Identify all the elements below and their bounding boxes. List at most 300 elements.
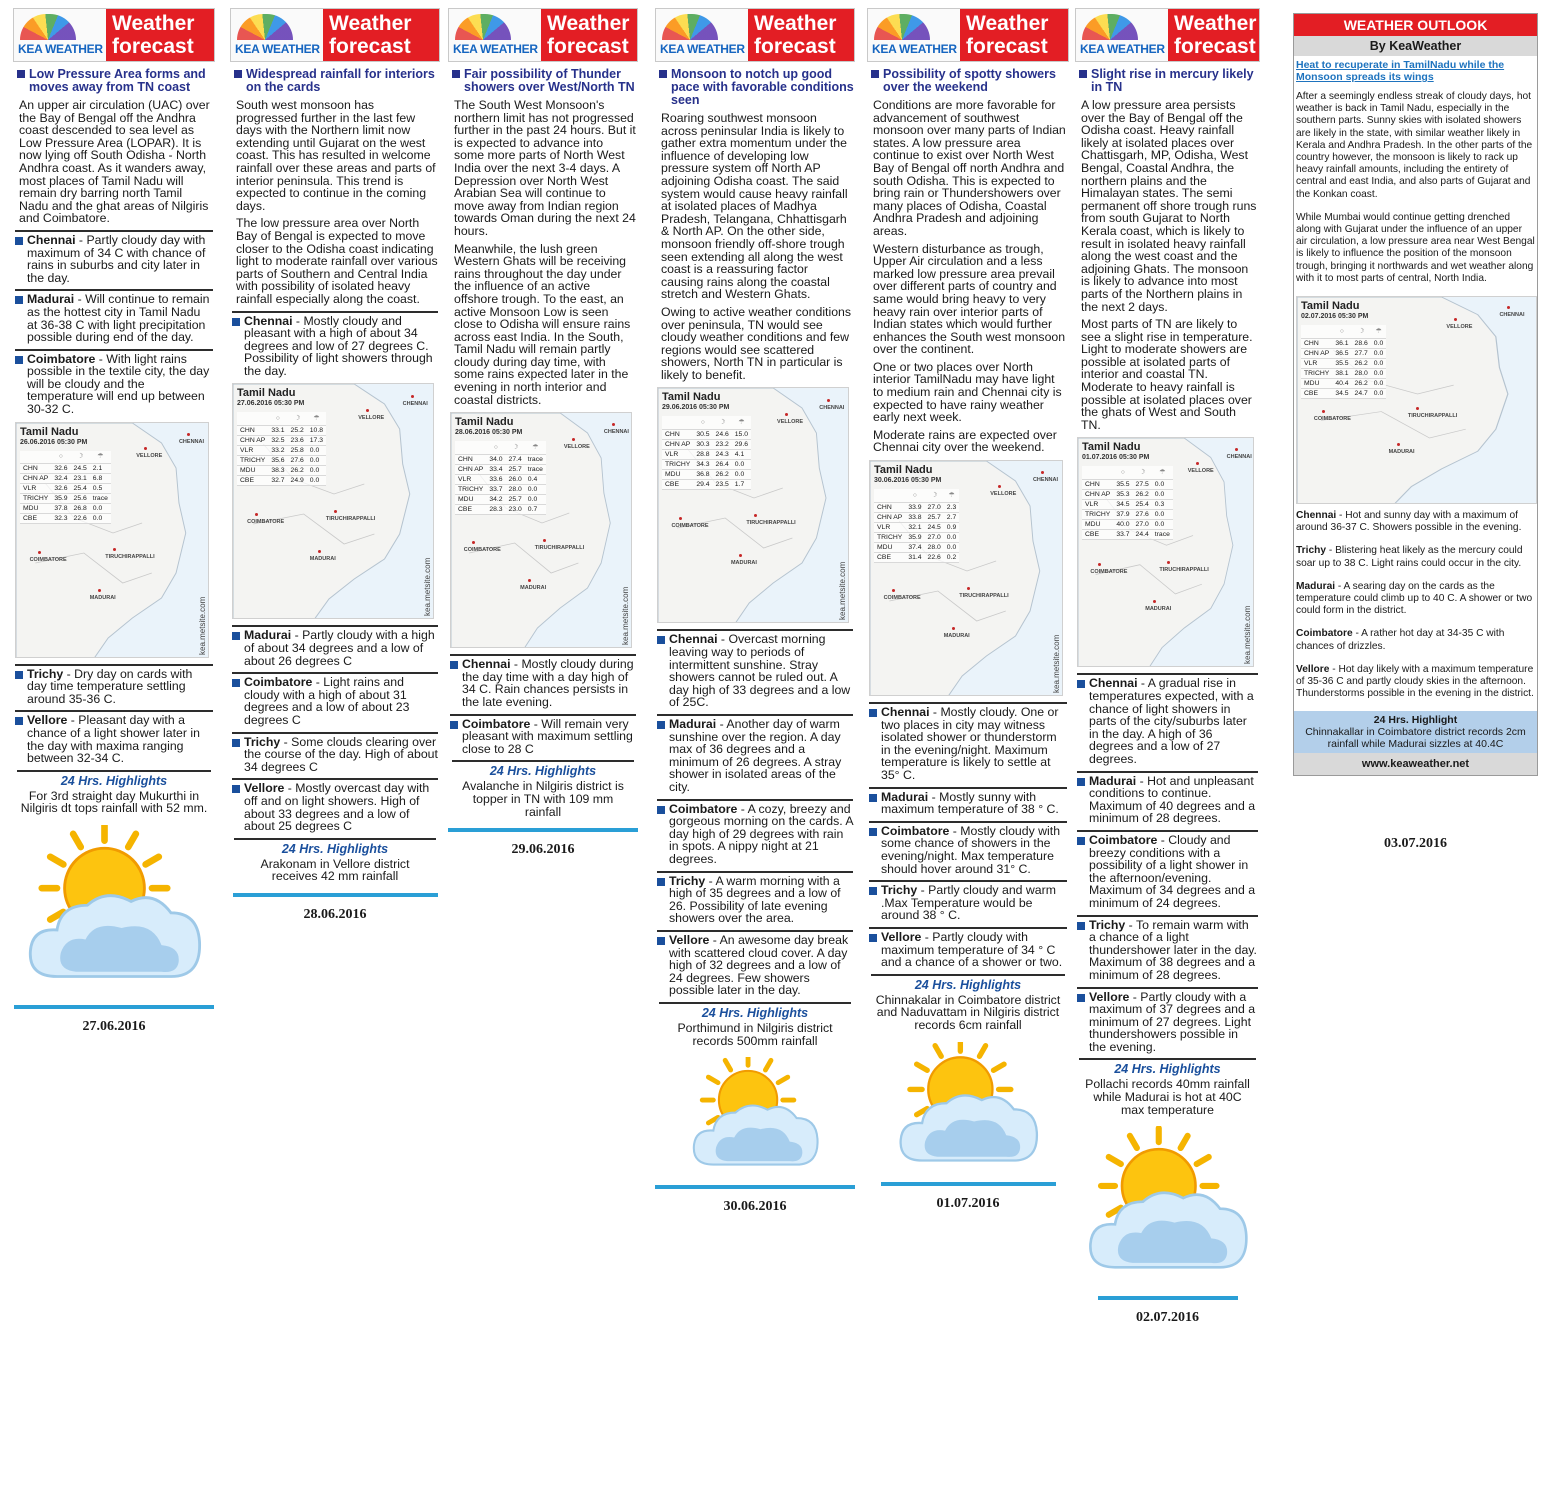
table-cell: 35.5 [1113, 479, 1132, 489]
city-forecast-text: - Mostly overcast day with off and on light showers. High of about 33 degrees and a low of about 25 degrees C [244, 781, 430, 834]
table-cell: TRICHY [1082, 509, 1113, 519]
table-cell: 35.5 [1332, 358, 1351, 368]
table-cell: 2.7 [944, 512, 959, 522]
table-cell: 28.3 [486, 504, 505, 514]
table-cell: trace [1152, 529, 1173, 539]
outlook-website[interactable]: www.keaweather.net [1294, 753, 1537, 775]
table-cell: 26.2 [713, 469, 732, 479]
rain-icon: ☂ [307, 412, 326, 425]
table-cell: 27.6 [288, 455, 307, 465]
highlights-text: Arakonam in Vellore district receives 42 mm rainfall [260, 856, 410, 884]
map-place-marker [1397, 443, 1400, 446]
map-place-label: COIMBATORE [29, 556, 67, 563]
observation-table [874, 489, 959, 563]
table-cell: 26.4 [713, 459, 732, 469]
table-cell: 1.7 [732, 479, 751, 489]
map-timestamp: 29.06.2016 05:30 PM [662, 404, 730, 412]
table-cell: 37.4 [905, 542, 924, 552]
table-cell: 0.0 [1152, 489, 1173, 499]
rain-icon: ☂ [944, 489, 959, 502]
table-cell: 0.0 [307, 455, 326, 465]
city-forecast-text: - Mostly cloudy with some chance of showers in the evening/night. Max temperature should hover around 31° C. [881, 823, 1061, 876]
observation-table [455, 441, 546, 515]
article-paragraph: The low pressure area over North Bay of Bengal is expected to move closer to the Odisha coast indicating light to moderate rainfall over various parts of Southern and Central India with possibility of isolated heavy rainfall especially along the coast. [236, 216, 438, 306]
city-forecast-text: - A warm morning with a high of 35 degrees and a low of 26. Possibility of late evening showers over the area. [669, 873, 841, 926]
table-cell: 0.4 [525, 474, 546, 484]
weather-forecast-banner [230, 8, 440, 62]
table-cell: TRICHY [874, 532, 905, 542]
table-row [662, 449, 751, 459]
table-row [874, 542, 959, 552]
column-date: 01.07.2016 [936, 1195, 1000, 1211]
table-cell: VLR [237, 445, 268, 455]
table-cell: 17.3 [307, 435, 326, 445]
table-cell: 0.0 [1371, 348, 1386, 358]
banner-title [323, 9, 439, 61]
city-forecast [232, 625, 438, 667]
table-cell: CBE [237, 475, 268, 485]
city-forecast [869, 787, 1067, 816]
table-cell: 35.9 [51, 494, 70, 504]
weather-map [15, 422, 209, 658]
table-cell: 40.4 [1332, 378, 1351, 388]
map-credit: kea.metsite.com [1052, 634, 1061, 694]
map-place-marker [1322, 410, 1325, 413]
banner-title-line: Weather [966, 12, 1049, 35]
table-cell: 26.2 [1352, 378, 1371, 388]
outlook-date: 03.07.2016 [1384, 836, 1447, 851]
table-cell: 27.0 [925, 502, 944, 512]
map-credit: kea.metsite.com [621, 587, 630, 646]
table-cell [874, 489, 905, 502]
highlights-title: 24 Hrs. Highlights [1079, 1058, 1256, 1076]
table-icon-row [455, 441, 546, 454]
city-forecast-text: - A gradual rise in temperatures expected, with a chance of light showers in parts of the city/suburbs later in the day. A high of 36 degrees and a low of 27 degrees. [1089, 676, 1254, 766]
table-cell: 0.0 [307, 465, 326, 475]
table-cell: TRICHY [20, 494, 51, 504]
city-forecast [450, 714, 636, 756]
table-row [874, 552, 959, 562]
city-forecast [657, 799, 853, 866]
table-cell: 0.0 [1371, 338, 1386, 348]
table-cell: CHN AP [874, 512, 905, 522]
weather-map [450, 412, 632, 648]
table-cell: 25.7 [506, 464, 525, 474]
city-forecast-text: - Partly cloudy with maximum temperature of 34 ° C and a chance of a shower or two. [881, 929, 1063, 970]
city-name: Coimbatore [462, 716, 531, 731]
map-place-label: MADURAI [1145, 606, 1172, 613]
sun-ray [993, 1064, 1004, 1070]
kea-weather-logo [14, 9, 106, 61]
sun-ray [1109, 1157, 1121, 1164]
table-cell: 38.3 [268, 465, 287, 475]
table-cell: 26.2 [1352, 358, 1371, 368]
table-cell: 31.4 [905, 552, 924, 562]
sun-cloud-graphic [660, 1057, 850, 1175]
city-name: Chennai [244, 313, 293, 328]
table-cell: 33.9 [905, 502, 924, 512]
table-row [1082, 529, 1173, 539]
highlights-title: 24 Hrs. Highlights [659, 1002, 851, 1020]
table-cell: 28.0 [1352, 368, 1371, 378]
table-cell: 0.5 [90, 484, 111, 494]
article-headline: Widespread rainfall for interiors on the cards [232, 68, 440, 94]
table-cell: CHN [1082, 479, 1113, 489]
city-name: Chennai [27, 232, 76, 247]
table-cell: 32.7 [268, 475, 287, 485]
rainbow-arc-icon [662, 14, 718, 40]
weather-forecast-banner [448, 8, 638, 62]
column-date: 29.06.2016 [511, 842, 575, 858]
city-forecast [15, 289, 213, 343]
table-cell: MDU [1301, 378, 1332, 388]
table-cell: 26.8 [71, 504, 90, 514]
city-forecast-text: - Mostly cloudy and pleasant with a high of about 34 degrees and low of 27 degrees C. Possibility of light showers through the day. [244, 313, 433, 378]
table-cell: 0.2 [944, 552, 959, 562]
sun-ray [1197, 1157, 1209, 1164]
banner-title-line: Weather [1174, 12, 1257, 35]
city-name: Madurai [244, 628, 292, 643]
article-paragraph: Western disturbance as trough, Upper Air circulation and a less marked low pressure area prevail over different parts of country and same would bring heavy to very heavy rain over interior parts of Indian states which would further enhances the South west monsoon over the continent. [873, 241, 1066, 357]
city-forecast [1077, 830, 1258, 910]
city-forecast [232, 672, 438, 726]
city-forecast-text: - Will remain very pleasant with maximum settling close to 28 C [462, 716, 633, 756]
article-headline: Low Pressure Area forms and moves away from TN coast [15, 68, 215, 94]
table-cell: 28.0 [925, 542, 944, 552]
map-place-label: CHENNAI [1499, 311, 1525, 318]
table-cell: 36.1 [1332, 338, 1351, 348]
sun-icon: ○ [693, 416, 712, 429]
table-row [455, 474, 546, 484]
table-cell: 34.0 [486, 454, 505, 464]
article-headline: Slight rise in mercury likely in TN [1077, 68, 1260, 94]
table-cell: 36.5 [1332, 348, 1351, 358]
rain-icon: ☂ [525, 441, 546, 454]
table-row [1301, 378, 1386, 388]
table-cell: 25.2 [288, 425, 307, 435]
city-name: Vellore [244, 781, 285, 796]
table-cell: 26.2 [1133, 489, 1152, 499]
city-forecast-text: - A rather hot day at 34-35 C with chances of drizzles. [1296, 628, 1505, 652]
city-name: Chennai [669, 632, 718, 647]
table-cell: MDU [237, 465, 268, 475]
banner-title [106, 9, 214, 61]
map-place-label: CHENNAI [1226, 454, 1252, 461]
city-forecast-text: - Mostly cloudy during the day time with a day high of 34 C. Rain chances persists in the late evening. [462, 657, 634, 710]
table-cell: 24.5 [925, 522, 944, 532]
moon-icon: ☽ [1133, 466, 1152, 479]
city-name: Trichy [669, 873, 706, 888]
map-place-label: VELLORE [358, 414, 385, 421]
sun-ray [917, 1064, 928, 1070]
article-headline: Possibility of spotty showers over the weekend [869, 68, 1069, 94]
table-cell: 0.0 [944, 532, 959, 542]
weather-forecast-banner [1075, 8, 1260, 62]
city-name: Chennai [462, 657, 511, 672]
weather-map [1296, 296, 1537, 504]
banner-title [1168, 9, 1259, 61]
table-row [455, 504, 546, 514]
table-cell: 32.3 [51, 514, 70, 524]
city-name: Chennai [881, 705, 930, 720]
table-cell: 4.1 [732, 449, 751, 459]
outlook-paragraph: While Mumbai would continue getting drenched along with Gujarat under the influence of an upper air circulation, a low pressure area near West Bengal is likely to influence the position of the monsoon trough, bringing it northwards and wet weather along with it to most parts of central, North India. [1296, 211, 1535, 284]
highlights-text: Porthimund in Nilgiris district records 500mm rainfall [677, 1020, 833, 1048]
table-cell: 30.3 [693, 439, 712, 449]
table-cell: CHN AP [237, 435, 268, 445]
article-paragraph: Owing to active weather conditions over peninsula, TN would see cloudy weather conditions and few regions would see scattered showers, North TN in particular is likely to benefit. [661, 304, 852, 382]
weather-forecast-banner [655, 8, 855, 62]
map-credit: kea.metsite.com [423, 558, 432, 617]
map-timestamp: 28.06.2016 05:30 PM [455, 429, 523, 437]
table-cell: CBE [874, 552, 905, 562]
table-cell: 0.0 [525, 484, 546, 494]
article-paragraph: South west monsoon has progressed further in the last few days with the Northern limit now extending until Gujarat on the west coast. This has resulted in welcome rainfall over these areas and parts of interior peninsula. This trend is expected to continue in the coming days. [236, 98, 436, 213]
sun-icon: ○ [51, 451, 70, 464]
city-name: Trichy [244, 734, 281, 749]
rainbow-arc-icon [1082, 14, 1138, 40]
table-row [237, 435, 326, 445]
column-divider [448, 828, 638, 832]
table-cell: 6.8 [90, 474, 111, 484]
table-cell: 23.0 [506, 504, 525, 514]
article-paragraph: An upper air circulation (UAC) over the Bay of Bengal off the Andhra coast descended to sea level as Low Pressure Area (LOPAR). It is now lying off South Odisha - North Andhra coast. As it wanders away, most places of Tamil Nadu will remain dry barring north Tamil Nadu and the ghat areas of Nilgiris and Coimbatore. [19, 98, 210, 226]
table-row [455, 454, 546, 464]
city-forecast [1077, 673, 1258, 765]
map-place-label: COIMBATORE [1090, 569, 1128, 576]
map-place-marker [1235, 448, 1238, 451]
sun-icon: ○ [905, 489, 924, 502]
moon-icon: ☽ [71, 451, 90, 464]
kea-weather-logo [231, 9, 323, 61]
table-cell: CHN [237, 425, 268, 435]
table-cell: 0.0 [944, 542, 959, 552]
forecast-column [13, 8, 215, 1035]
table-row [237, 455, 326, 465]
sun-ray [146, 857, 159, 865]
kea-weather-logo [449, 9, 541, 61]
forecast-column [448, 8, 638, 858]
table-cell: 23.6 [288, 435, 307, 445]
city-forecast [657, 930, 853, 997]
outlook-headline-link[interactable]: Heat to recuperate in TamilNadu while the Monsoon spreads its wings [1296, 59, 1505, 83]
table-cell: 35.3 [1113, 489, 1132, 499]
map-place-label: CHENNAI [819, 404, 845, 411]
column-date: 28.06.2016 [303, 906, 367, 922]
table-cell: 25.4 [1133, 499, 1152, 509]
city-name: Madurai [881, 789, 929, 804]
map-place-marker [255, 513, 258, 516]
table-row [455, 494, 546, 504]
table-cell: 24.7 [1352, 388, 1371, 398]
table-cell: 23.2 [713, 439, 732, 449]
map-place-label: TIRUCHIRAPPALLI [1159, 566, 1209, 573]
sun-icon: ○ [486, 441, 505, 454]
table-row [237, 425, 326, 435]
logo-text: KEA WEATHER [872, 42, 957, 56]
table-cell: 32.5 [268, 435, 287, 445]
city-name: Vellore [1089, 989, 1130, 1004]
map-place-marker [827, 399, 830, 402]
table-cell: 40.0 [1113, 519, 1132, 529]
table-cell: 23.5 [713, 479, 732, 489]
table-cell: 33.7 [486, 484, 505, 494]
map-place-marker [1196, 462, 1199, 465]
city-name: Madurai [1089, 773, 1137, 788]
map-title: Tamil Nadu [455, 416, 514, 429]
table-cell: MDU [20, 504, 51, 514]
banner-title-line: forecast [754, 35, 836, 58]
table-cell: 38.1 [1332, 368, 1351, 378]
map-place-marker [785, 413, 788, 416]
logo-text: KEA WEATHER [660, 42, 745, 56]
table-cell: 0.0 [307, 475, 326, 485]
map-place-label: COIMBATORE [671, 522, 709, 529]
banner-title-line: forecast [112, 35, 194, 58]
city-name: Coimbatore [244, 675, 313, 690]
article-paragraph: Moderate rains are expected over Chennai city over the weekend. [873, 427, 1057, 455]
table-icon-row [874, 489, 959, 502]
map-place-label: VELLORE [1187, 468, 1214, 475]
city-forecast-text: - Cloudy and breezy conditions with a possibility of a light shower in the afternoon/evening. Maximum of 34 degrees and a minimum of 24 degrees. [1089, 832, 1256, 910]
column-divider [1098, 1296, 1238, 1300]
moon-icon: ☽ [713, 416, 732, 429]
table-cell [20, 451, 51, 464]
table-row [662, 469, 751, 479]
map-place-label: TIRUCHIRAPPALLI [105, 554, 155, 561]
outlook-city-forecast [1296, 581, 1535, 618]
table-cell: 25.4 [71, 484, 90, 494]
table-row [874, 522, 959, 532]
table-cell: 24.5 [71, 464, 90, 474]
table-cell: 27.0 [1133, 519, 1152, 529]
table-cell: 2.3 [944, 502, 959, 512]
table-cell: 30.5 [693, 429, 712, 439]
table-cell: 27.6 [1133, 509, 1152, 519]
map-place-label: MADURAI [89, 594, 116, 601]
table-cell: TRICHY [1301, 368, 1332, 378]
table-cell: 34.2 [486, 494, 505, 504]
banner-title-line: Weather [329, 12, 412, 35]
observation-table [20, 451, 111, 525]
highlights-title: 24 Hrs. Highlights [452, 760, 634, 778]
table-cell: 32.6 [51, 484, 70, 494]
table-cell: 0.0 [732, 469, 751, 479]
map-title: Tamil Nadu [874, 464, 933, 477]
table-cell: 35.6 [268, 455, 287, 465]
column-divider [233, 893, 438, 897]
city-forecast [15, 230, 213, 284]
table-cell: VLR [1082, 499, 1113, 509]
city-name: Trichy [1296, 545, 1327, 557]
table-cell: 32.6 [51, 464, 70, 474]
map-place-label: VELLORE [777, 418, 804, 425]
table-cell: CHN AP [662, 439, 693, 449]
rain-icon: ☂ [90, 451, 111, 464]
moon-icon: ☽ [925, 489, 944, 502]
city-name: Madurai [1296, 580, 1336, 592]
table-cell: CHN [20, 464, 51, 474]
sun-ray [128, 834, 136, 847]
city-forecast-text: - Will continue to remain as the hottest city in Tamil Nadu at 36-38 C with light precipitation possible during end of the day. [27, 292, 210, 345]
table-cell: 0.9 [944, 522, 959, 532]
table-icon-row [20, 451, 111, 464]
sun-cloud-icon [873, 1042, 1063, 1172]
table-cell: 26.0 [506, 474, 525, 484]
logo-text: KEA WEATHER [1080, 42, 1165, 56]
table-row [20, 494, 111, 504]
column-date: 30.06.2016 [723, 1199, 787, 1215]
table-cell [455, 441, 486, 454]
map-place-marker [572, 438, 575, 441]
city-name: Vellore [1296, 663, 1330, 675]
highlights-title: 24 Hrs. Highlights [871, 974, 1065, 992]
table-row [455, 464, 546, 474]
highlights-text: For 3rd straight day Mukurthi in Nilgiris dt tops rainfall with 52 mm. [20, 788, 208, 816]
table-row [1082, 499, 1173, 509]
table-cell: MDU [662, 469, 693, 479]
table-cell: 22.6 [71, 514, 90, 524]
table-row [237, 445, 326, 455]
map-place-label: VELLORE [563, 443, 590, 450]
logo-text: KEA WEATHER [235, 42, 320, 56]
table-cell [662, 416, 693, 429]
map-place-label: TIRUCHIRAPPALLI [534, 545, 585, 552]
banner-title [960, 9, 1068, 61]
map-place-label: VELLORE [990, 491, 1017, 498]
city-forecast [450, 654, 636, 708]
table-row [662, 439, 751, 449]
city-forecast-text: - Dry day on cards with day time temperature settling around 35-36 C. [27, 666, 193, 706]
table-icon-row [662, 416, 751, 429]
table-cell: 0.0 [1152, 479, 1173, 489]
map-place-label: CHENNAI [1032, 477, 1059, 484]
table-cell: CBE [662, 479, 693, 489]
city-forecast-text: - A searing day on the cards as the temperature could climb up to 40 C. A shower or two could form in the district. [1296, 580, 1533, 617]
table-cell: 23.1 [71, 474, 90, 484]
table-row [874, 512, 959, 522]
table-row [237, 475, 326, 485]
article-paragraph: Roaring southwest monsoon across peninsular India is likely to gather extra momentum under the influence of developing low pressure system off North AP adjoining Odisha coast. The said system would cause heavy rainfall at isolated places of Madhya Pradesh, Telangana, Chhattisgarh & North AP. On the other side, monsoon friendly off-shore trough seen extending all along the west coast is a reassuring factor causing rains along the coastal stretch and Western Ghats. [661, 111, 848, 302]
table-cell [237, 412, 268, 425]
city-forecast-text: - With light rains possible in the textile city, the day will be cloudy and the temperature will end up between 30-32 C. [27, 351, 210, 417]
forecast-column [655, 8, 855, 1215]
map-place-label: MADURAI [520, 585, 547, 592]
observation-table [1301, 325, 1386, 399]
city-name: Madurai [669, 717, 717, 732]
moon-icon: ☽ [506, 441, 525, 454]
sun-ray [765, 1060, 771, 1070]
logo-text: KEA WEATHER [453, 42, 538, 56]
banner-title-line: Weather [112, 12, 195, 35]
banner-title-line: Weather [547, 12, 630, 35]
city-name: Vellore [669, 932, 710, 947]
weather-forecast-banner [867, 8, 1069, 62]
city-forecast-text: - To remain warm with a chance of a light thundershower later in the day. Maximum of 38 degrees and a minimum of 28 degrees. [1089, 917, 1257, 982]
banner-title [748, 9, 854, 61]
city-forecast-text: - A cozy, breezy and gorgeous morning on the cards. A day high of 29 degrees with rain in spots. A nippy night at 21 degrees. [669, 801, 853, 866]
sun-icon: ○ [1113, 466, 1132, 479]
city-name: Vellore [881, 929, 922, 944]
city-forecast-text: - Blistering heat likely as the mercury could soar up to 38 C. Light rains could occur in the city. [1296, 545, 1523, 569]
article-paragraph: The South West Monsoon's northern limit has not progressed further in the past 24 hours. But it is expected to advance into some more parts of North West India over the next 3-4 days. A Depression over North West Arabian Sea will continue to move away from Indian region towards Oman during the next 24 hours. [454, 98, 636, 238]
table-cell: 22.6 [925, 552, 944, 562]
table-cell: 0.0 [525, 494, 546, 504]
table-cell: 34.5 [1113, 499, 1132, 509]
sun-ray [725, 1060, 731, 1070]
map-place-label: TIRUCHIRAPPALLI [1407, 413, 1458, 420]
table-row [662, 459, 751, 469]
